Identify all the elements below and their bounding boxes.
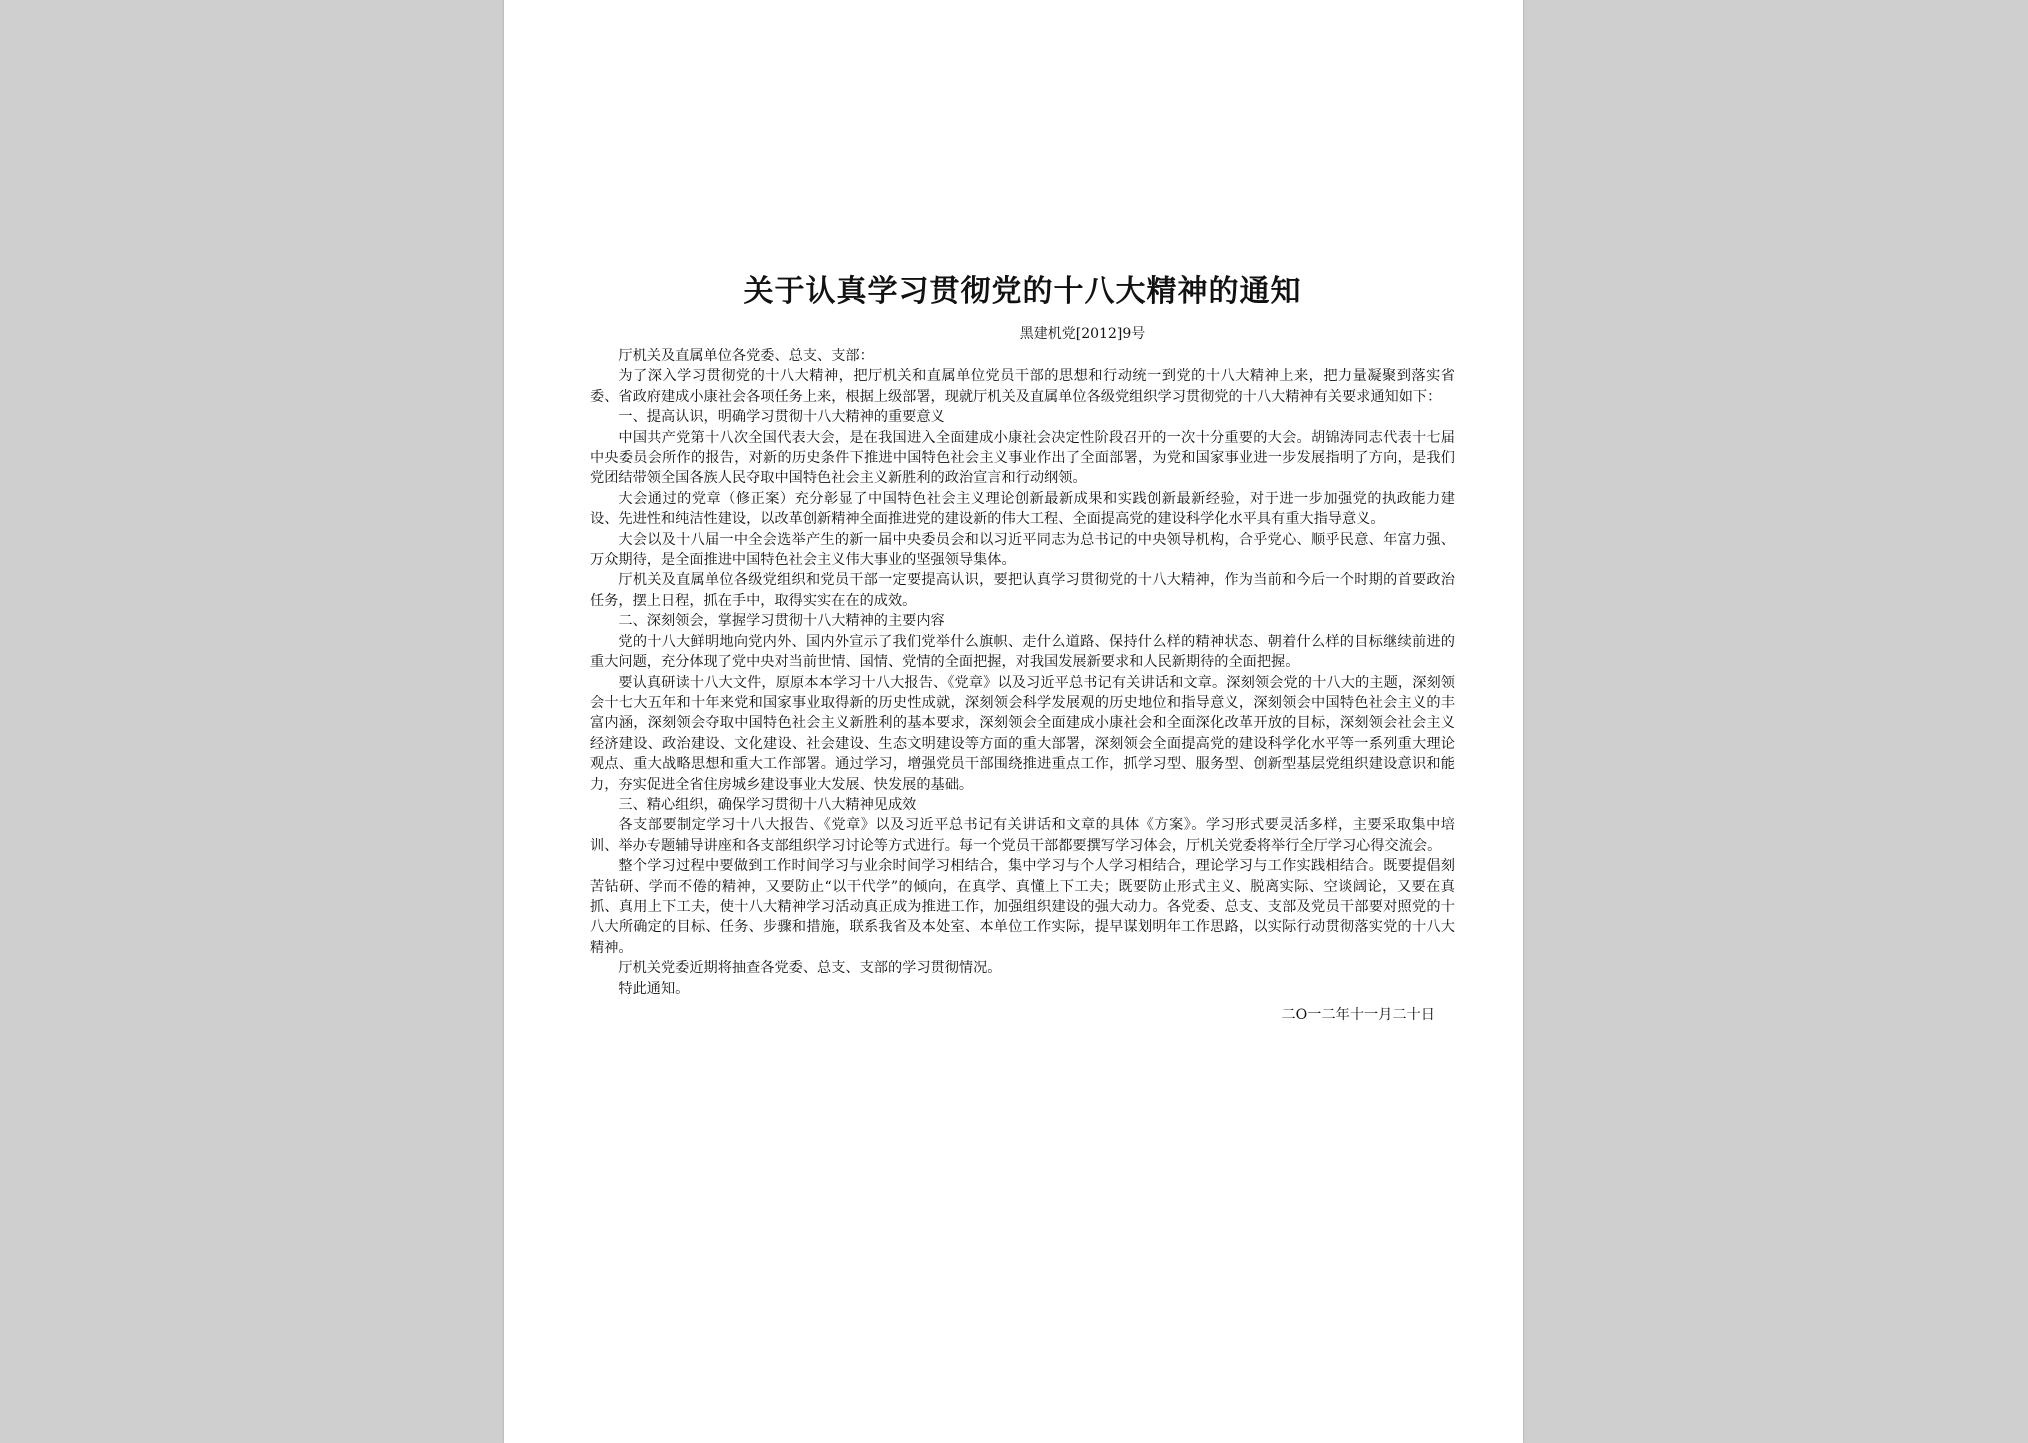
document-number: 黑建机党[2012]9号: [1019, 326, 1146, 342]
paragraph-intro: 为了深入学习贯彻党的十八大精神，把厅机关和直属单位党员干部的思想和行动统一到党的十八大精神上来，把力量凝聚到落实省委、省政府建成小康社会各项任务上来，根据上级部署，现就厅机关及直属单位各级党组织学习贯彻党的十八大精神有关要求通知如下：: [590, 368, 1455, 405]
document-body: [590, 346, 1455, 999]
paragraph: 中国共产党第十八次全国代表大会，是在我国进入全面建成小康社会决定性阶段召开的一次十分重要的大会。胡锦涛同志代表十七届中央委员会所作的报告，对新的历史条件下推进中国特色社会主义事业作出了全面部署，为党和国家事业进一步发展指明了方向，是我们党团结带领全国各族人民夺取中国特色社会主义新胜利的政治宣言和行动纲领。: [590, 429, 1455, 487]
paragraph: 厅机关党委近期将抽查各党委、总支、支部的学习贯彻情况。: [618, 960, 1002, 977]
section-heading-1: 一、提高认识，明确学习贯彻十八大精神的重要意义: [618, 409, 945, 426]
paragraph-closing: 特此通知。: [618, 980, 690, 997]
paragraph: 整个学习过程中要做到工作时间学习与业余时间学习相结合，集中学习与个人学习相结合，理论学习与工作实践相结合。既要提倡刻苦钻研、学而不倦的精神，又要防止“以干代学”的倾向，在真学、真懂上下工夫；既要防止形式主义、脱离实际、空谈阔论，又要在真抓、真用上下工夫，使十八大精神学习活动真正成为推进工作，加强组织建设的强大动力。各党委、总支、支部及党员干部要对照党的十八大所确定的目标、任务、步骤和措施，联系我省及本处室、本单位工作实际，提早谋划明年工作思路，以实际行动贯彻落实党的十八大精神。: [590, 858, 1455, 956]
document-title: 关于认真学习贯彻党的十八大精神的通知: [743, 274, 1302, 309]
paragraph: 大会通过的党章（修正案）充分彰显了中国特色社会主义理论创新最新成果和实践创新最新经验，对于进一步加强党的执政能力建设、先进性和纯洁性建设，以改革创新精神全面推进党的建设新的伟大工程、全面提高党的建设科学化水平具有重大指导意义。: [590, 490, 1455, 528]
document-date: 二O一二年十一月二十日: [1281, 1007, 1435, 1023]
section-heading-2: 二、深刻领会，掌握学习贯彻十八大精神的主要内容: [618, 613, 945, 630]
document-page: [504, 0, 1523, 1443]
document-content: [590, 270, 1455, 1025]
paragraph: 要认真研读十八大文件，原原本本学习十八大报告、《党章》以及习近平总书记有关讲话和文章。深刻领会党的十八大的主题，深刻领会十七大五年和十年来党和国家事业取得新的历史性成就，深刻领会科学发展观的历史地位和指导意义，深刻领会中国特色社会主义的丰富内涵，深刻领会夺取中国特色社会主义新胜利的基本要求，深刻领会全面建成小康社会和全面深化改革开放的目标，深刻领会社会主义经济建设、政治建设、文化建设、社会建设、生态文明建设等方面的重大部署，深刻领会全面提高党的建设科学化水平等一系列重大理论观点、重大战略思想和重大工作部署。通过学习，增强党员干部围绕推进重点工作，抓学习型、服务型、创新型基层党组织建设意识和能力，夯实促进全省住房城乡建设事业大发展、快发展的基础。: [590, 674, 1455, 793]
section-heading-3: 三、精心组织，确保学习贯彻十八大精神见成效: [618, 796, 917, 813]
paragraph: 大会以及十八届一中全会选举产生的新一届中央委员会和以习近平同志为总书记的中央领导机构，合乎党心、顺乎民意、年富力强、万众期待，是全面推进中国特色社会主义伟大事业的坚强领导集体。: [590, 531, 1455, 569]
paragraph: 厅机关及直属单位各级党组织和党员干部一定要提高认识，要把认真学习贯彻党的十八大精神，作为当前和今后一个时期的首要政治任务，摆上日程，抓在手中，取得实实在在的成效。: [590, 572, 1455, 609]
paragraph: 各支部要制定学习十八大报告、《党章》以及习近平总书记有关讲话和文章的具体《方案》。学习形式要灵活多样，主要采取集中培训、举办专题辅导讲座和各支部组织学习讨论等方式进行。每一个党员干部都要撰写学习体会，厅机关党委将举行全厅学习心得交流会。: [590, 817, 1455, 854]
paragraph: 党的十八大鲜明地向党内外、国内外宣示了我们党举什么旗帜、走什么道路、保持什么样的精神状态、朝着什么样的目标继续前进的重大问题，充分体现了党中央对当前世情、国情、党情的全面把握，对我国发展新要求和人民新期待的全面把握。: [590, 633, 1455, 671]
salutation: 厅机关及直属单位各党委、总支、支部：: [618, 348, 874, 364]
